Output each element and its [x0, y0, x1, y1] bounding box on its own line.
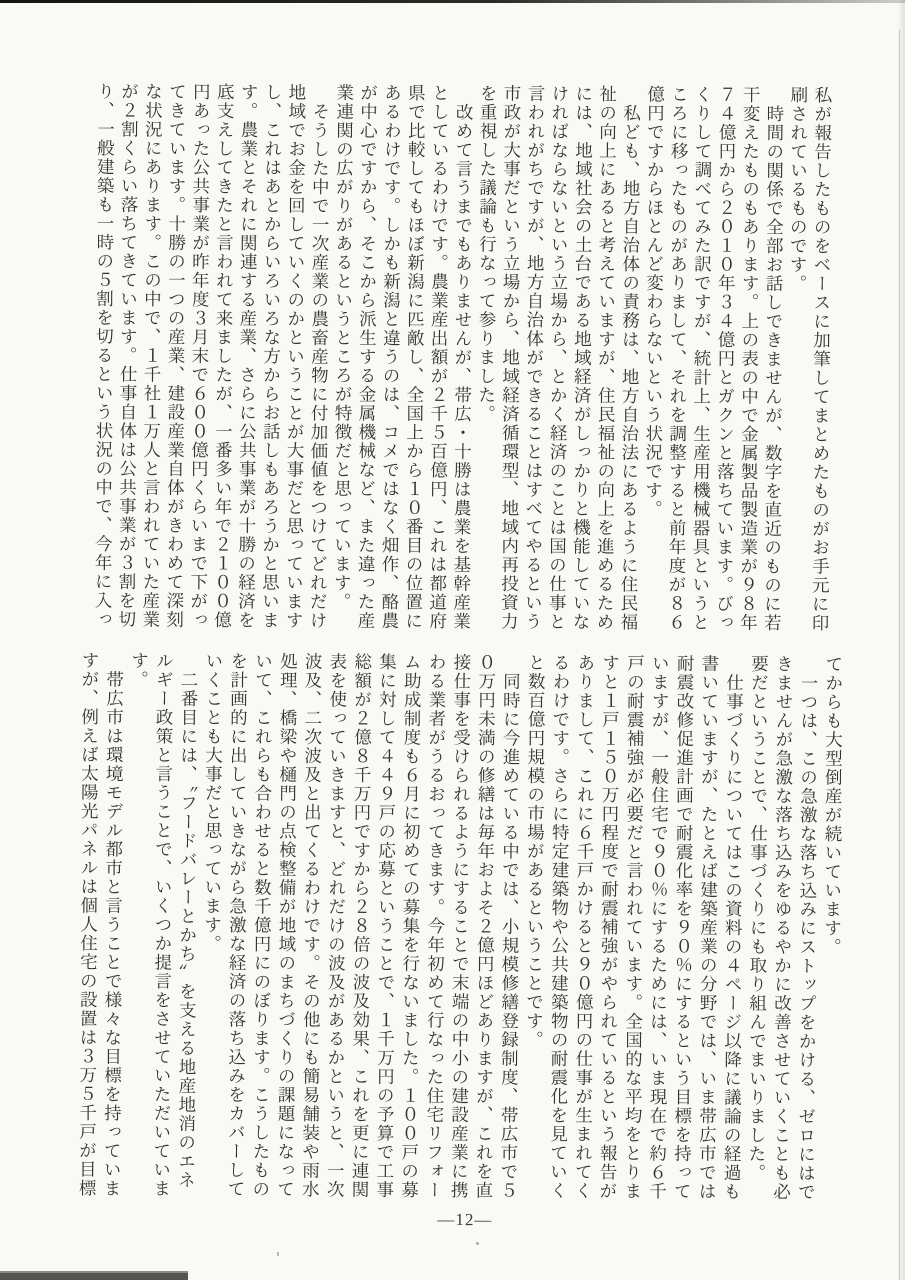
paragraph: 改めて言うまでもありませんが、帯広・十勝は農業を基幹産業としているわけです。農業産出額が２千５百億円、これは都道府県で比較してもほぼ新潟に匹敵し、全国上から１０番目の位置にあるわけです。しかも新潟と違うのは、コメではなく畑作、酪農が中心ですから、そこから派生する金属機械など、また違った産業連関の広がりがあるというところが特徴だと思っています。 — [332, 83, 475, 631]
paragraph: 二番目には、〝フードバレーとかち〟を支える地産地消のエネルギー政策と言うことで、いくつか提言をさせていただいています。 — [129, 651, 200, 1199]
paragraph: 同時に今進めている中では、小規模修繕登録制度、帯広市で５０万円未満の修繕は毎年およそ２億円ほどありますが、これを直接仕事を受けられるようにすることで末端の中小の建設産業に携わる業者がうるおってきます。今年初めて行なった住宅リフォーム助成制度も６月に初めての募集を行ないました。１００戸の募集に対して４４９戸の応募ということで、１千万円の予算で工事総額が２億８千万円ですから２８倍の波及効果、これを更に連関表を使っていきますと、どれだけの波及があるかというと、一次波及、二次波及と出てくるわけです。その他にも簡易舗装や雨水処理、橋梁や樋門の点検整備が地域のまちづくりの課題になっていて、これらも合わせると数千億円にのぼります。こうしたものを計画的に出していきながら急激な経済の落ち込みをカバーしていくことも大事だと思っています。 — [202, 651, 522, 1201]
scan-artifact-bottom-left — [0, 1271, 188, 1280]
page-number: ―12― — [437, 1209, 493, 1230]
scan-speck — [277, 1252, 279, 1256]
paragraph: てからも大型倒産が続いています。 — [822, 654, 844, 957]
paragraph: 私ども、地方自治体の責務は、地方自治法にあるように住民福祉の向上にあると考えていますが、住民福祉の向上を進めるためには、地域社会の土台である地域経済がしっかりと機能していなければならないという立場から、とかく経済のことは国の仕事と言われがちですが、地方自治体ができることはすべてやるという市政が大事だという立場から、地域経済循環型、地域内再投資力を重視した議論も行なって参りました。 — [476, 84, 642, 632]
upper-text-block — [90, 82, 834, 635]
lower-text-block — [74, 651, 846, 1204]
paragraph: そうした中で一次産業の農畜産物に付加価値をつけてどれだけ地域でお金を回していくのかということが大事だと思っていますし、これはあとからいろいろな方からお話しもあろうかと思います。農業とそれに関連する産業、さらに公共事業が十勝の経済を底支えしてきたと言われて来ましたが、一番多い年で２１００億円あった公共事業が昨年度３月末で６００億円くらいまで下がってきています。十勝の一つの産業、建設産業自体がきわめて深刻な状況にあります。この中で、１千社１万人と言われていた産業が２割くらい落ちてきています。仕事自体は公共事業が３割を切り、一般建築も一時の５割を切るという状況の中で、今年に入っ — [92, 82, 331, 631]
paragraph: 仕事づくりについてはこの資料の４ページ以降に議論の経過も書いていますが、たとえば建築産業の分野では、いま帯広市では耐震改修促進計画で耐震化率を９０％にするという目標を持っていますが、一般住宅で９０％にするためには、いま現在で約６千戸の耐震補強が必要だと言われています。全国的な平均をとりますと１戸１５０万円程度で耐震補強がやられているという報告がありまして、これに６千戸かけると９０億円の仕事が生まれてくるわけです。さらに特定建築物や公共建築物の耐震化を見ていくと数百億円規模の市場があるということです。 — [524, 653, 745, 1202]
scan-speck — [476, 1242, 479, 1245]
paragraph: 時間の関係で全部お話しできませんが、数字を直近のものに若干変えたものもあります。上の表の中で金属製品製造業が９８年７４億円から２０１０年３４億円とガクンと落ちています。びっくりして調べてみた訳ですが、統計上、生産用機械器具というところに移ったものがありまして、それを調整すると前年度が８６億円ですからほとんど変わらないという状況です。 — [643, 85, 785, 633]
paragraph: 一つは、この急激な落ち込みにストップをかける、ゼロにはできませんが急激な落ち込みをゆるやかに改善させていくことも必要だということで、仕事づくりにも取り組んでまいりました。 — [746, 654, 820, 1202]
paragraph: 私が報告したものをベースに加筆してまとめたものがお手元に印刷されているものです。 — [787, 85, 833, 633]
paragraph: 帯広市は環境モデル都市と言うことで様々な目標を持っていますが、例えば太陽光パネルは個人住宅の設置は３万５千戸が目標 — [77, 651, 125, 1198]
